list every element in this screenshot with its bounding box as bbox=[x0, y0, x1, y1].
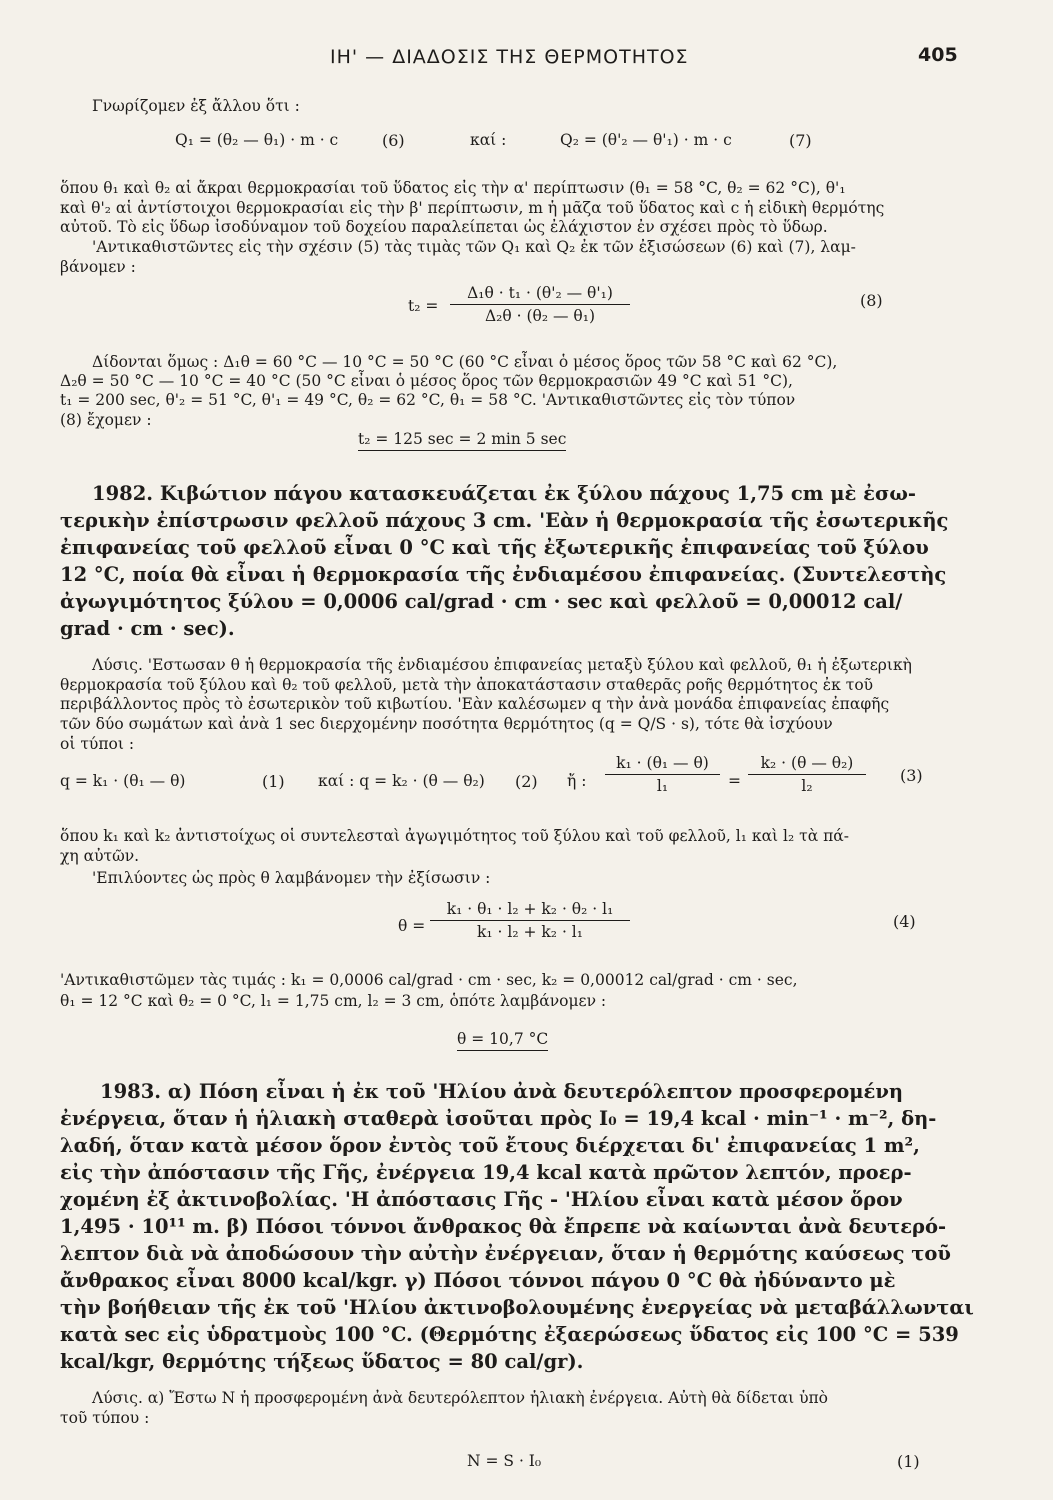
result-theta bbox=[457, 1030, 548, 1048]
problem-1982-line: ἐπιφανείας τοῦ φελλοῦ εἶναι 0 °C καὶ τῆς ἐξωτερικῆς ἐπιφανείας τοῦ ξύλου bbox=[60, 536, 929, 559]
problem-1983-line: 1,495 · 10¹¹ m. β) Πόσοι τόννοι ἄνθρακος θὰ ἔπρεπε νὰ καίωνται ἀνὰ δευτερό- bbox=[60, 1215, 947, 1238]
equation-7-number: (7) bbox=[789, 131, 812, 150]
problem-1983-line: ἄνθρακος εἶναι 8000 kcal/kgr. γ) Πόσοι τόννοι πάγου 0 °C θὰ ἠδύναντο μὲ bbox=[60, 1269, 896, 1292]
substitution-line: 'Αντικαθιστῶμεν τὰς τιμάς : k₁ = 0,0006 cal/grad · cm · sec, k₂ = 0,00012 cal/grad · cm · sec, bbox=[60, 971, 798, 989]
solution-1983-line: Λύσις. α) Ἔστω N ἡ προσφερομένη ἀνὰ δευτερόλεπτον ἡλιακὴ ἐνέργεια. Αὐτὴ θὰ δίδεται ὑπὸ bbox=[92, 1389, 829, 1407]
where-line: ὅπου k₁ καὶ k₂ ἀντιστοίχως οἱ συντελεσταὶ ἀγωγιμότητος τοῦ ξύλου καὶ τοῦ φελλοῦ, l₁ καὶ l₂ τὰ πά- bbox=[60, 827, 850, 845]
paragraph-line: καὶ θ'₂ αἱ ἀντίστοιχοι θερμοκρασίαι εἰς τὴν β' περίπτωσιν, m ἡ μᾶζα τοῦ ὕδατος καὶ c ἡ εἰδικὴ θερμότης bbox=[60, 199, 885, 217]
problem-1983-line: κατὰ sec εἰς ὑδρατμοὺς 100 °C. (Θερμότης ἐξαερώσεως ὕδατος εἰς 100 °C = 539 bbox=[60, 1323, 959, 1346]
solution-1983-eq1: N = S · I₀ bbox=[467, 1452, 542, 1470]
solution-1982-line: Λύσις. 'Εστωσαν θ ἡ θερμοκρασία τῆς ἐνδιαμέσου ἐπιφανείας μεταξὺ ξύλου καὶ φελλοῦ, θ₁ ἡ ἐξωτερικὴ bbox=[92, 656, 912, 674]
equation-4-lhs: θ = bbox=[398, 917, 426, 935]
given-line: t₁ = 200 sec, θ'₂ = 51 °C, θ'₁ = 49 °C, θ₂ = 62 °C, θ₁ = 58 °C. 'Αντικαθιστῶντες εἰς τὸν τύπον bbox=[60, 391, 796, 409]
problem-1982-line: ἀγωγιμότητος ξύλου = 0,0006 cal/grad · cm · sec καὶ φελλοῦ = 0,00012 cal/ bbox=[60, 590, 903, 613]
equation-7: Q₂ = (θ'₂ — θ'₁) · m · c bbox=[560, 131, 732, 149]
result-t2-text: t₂ = 125 sec = 2 min 5 sec bbox=[358, 430, 566, 451]
intro-text: Γνωρίζομεν ἐξ ἄλλου ὅτι : bbox=[92, 97, 300, 115]
solution-1982-eq2-number: (2) bbox=[515, 772, 538, 791]
equation-8-denominator: Δ₂θ · (θ₂ — θ₁) bbox=[484, 307, 596, 325]
equation-6: Q₁ = (θ₂ — θ₁) · m · c bbox=[175, 131, 339, 149]
equation-6-number: (6) bbox=[382, 131, 405, 150]
problem-1983-line: kcal/kgr, θερμότης τήξεως ὕδατος = 80 cal/gr). bbox=[60, 1350, 584, 1373]
solution-1982-or: ἤ : bbox=[567, 772, 587, 790]
page-number: 405 bbox=[918, 44, 958, 66]
equation-3-right-fraction bbox=[748, 754, 866, 795]
equation-8-number: (8) bbox=[860, 291, 883, 310]
equation-3-number: (3) bbox=[900, 766, 923, 785]
equation-3-right-numerator: k₂ · (θ — θ₂) bbox=[748, 754, 866, 775]
equation-3-left-fraction bbox=[605, 754, 720, 795]
problem-1983-line: εἰς τὴν ἀπόστασιν τῆς Γῆς, ἐνέργεια 19,4 kcal κατὰ πρῶτον λεπτόν, προερ- bbox=[60, 1161, 912, 1184]
where-line: 'Επιλύοντες ὡς πρὸς θ λαμβάνομεν τὴν ἐξίσωσιν : bbox=[92, 869, 491, 887]
solution-1982-line: θερμοκρασία τοῦ ξύλου καὶ θ₂ τοῦ φελλοῦ, μετὰ τὴν ἀποκατάστασιν σταθερᾶς ροῆς θερμότητος ἐκ τοῦ bbox=[60, 676, 874, 694]
paragraph-line: ὅπου θ₁ καὶ θ₂ αἱ ἄκραι θερμοκρασίαι τοῦ ὕδατος εἰς τὴν α' περίπτωσιν (θ₁ = 58 °C, θ₂ = 62 °C), θ'₁ bbox=[60, 179, 846, 197]
solution-1983-line: τοῦ τύπου : bbox=[60, 1409, 150, 1427]
problem-1982-line: 12 °C, ποία θὰ εἶναι ἡ θερμοκρασία τῆς ἐνδιαμέσου ἐπιφανείας. (Συντελεστὴς bbox=[60, 563, 947, 586]
solution-1982-eq2: καί : q = k₂ · (θ — θ₂) bbox=[318, 772, 485, 790]
equation-8-numerator: Δ₁θ · t₁ · (θ'₂ — θ'₁) bbox=[450, 284, 630, 305]
problem-1983-line: τὴν βοήθειαν τῆς ἐκ τοῦ 'Ηλίου ἀκτινοβολουμένης ἐνεργείας νὰ μεταβάλλωνται bbox=[60, 1296, 974, 1319]
equation-4-number: (4) bbox=[893, 912, 916, 931]
solution-1982-eq1-number: (1) bbox=[262, 772, 285, 791]
problem-1983-line: 1983. α) Πόση εἶναι ἡ ἐκ τοῦ 'Ηλίου ἀνὰ δευτερόλεπτον προσφερομένη bbox=[100, 1080, 904, 1103]
running-header: ΙΗ' — ΔΙΑΔΟΣΙΣ ΤΗΣ ΘΕΡΜΟΤΗΤΟΣ bbox=[330, 46, 689, 68]
problem-1982-line: 1982. Κιβώτιον πάγου κατασκευάζεται ἐκ ξύλου πάχους 1,75 cm μὲ ἐσω- bbox=[92, 482, 917, 505]
equation-8-fraction bbox=[450, 284, 630, 325]
problem-1983-line: χομένη ἐξ ἀκτινοβολίας. 'Η ἀπόστασις Γῆς - 'Ηλίου εἶναι κατὰ μέσον ὅρον bbox=[60, 1188, 903, 1211]
given-line: Δ₂θ = 50 °C — 10 °C = 40 °C (50 °C εἶναι ὁ μέσος ὅρος τῶν θερμοκρασιῶν 49 °C καὶ 51 °C), bbox=[60, 372, 793, 390]
paragraph-line: 'Αντικαθιστῶντες εἰς τὴν σχέσιν (5) τὰς τιμὰς τῶν Q₁ καὶ Q₂ ἐκ τῶν ἐξισώσεων (6) καὶ (7), λαμ- bbox=[92, 238, 856, 256]
solution-1982-line: οἱ τύποι : bbox=[60, 735, 135, 753]
problem-1983-line: λαδή, ὅταν κατὰ μέσον ὅρον ἐντὸς τοῦ ἔτους διέρχεται δι' ἐπιφανείας 1 m², bbox=[60, 1134, 920, 1157]
result-theta-text: θ = 10,7 °C bbox=[457, 1030, 548, 1051]
problem-1983-line: ἐνέργεια, ὅταν ἡ ἡλιακὴ σταθερὰ ἰσοῦται πρὸς I₀ = 19,4 kcal · min⁻¹ · m⁻², δη- bbox=[60, 1107, 937, 1130]
given-line: (8) ἔχομεν : bbox=[60, 411, 152, 429]
solution-1983-eq1-number: (1) bbox=[897, 1452, 920, 1471]
result-t2 bbox=[358, 430, 566, 448]
conjunction-kai: καί : bbox=[470, 131, 507, 149]
equation-3-equals: = bbox=[728, 772, 741, 790]
problem-1982-line: τερικὴν ἐπίστρωσιν φελλοῦ πάχους 3 cm. 'Εὰν ἡ θερμοκρασία τῆς ἐσωτερικῆς bbox=[60, 509, 949, 532]
equation-3-left-denominator: l₁ bbox=[656, 777, 669, 795]
equation-4-numerator: k₁ · θ₁ · l₂ + k₂ · θ₂ · l₁ bbox=[430, 900, 630, 921]
equation-4-denominator: k₁ · l₂ + k₂ · l₁ bbox=[477, 923, 583, 941]
solution-1982-eq1: q = k₁ · (θ₁ — θ) bbox=[60, 772, 186, 790]
equation-3-right-denominator: l₂ bbox=[801, 777, 813, 795]
solution-1982-line: τῶν δύο σωμάτων καὶ ἀνὰ 1 sec διερχομένην ποσότητα θερμότητος (q = Q/S · s), τότε θὰ ἰσχύουν bbox=[60, 715, 833, 733]
equation-3-left-numerator: k₁ · (θ₁ — θ) bbox=[605, 754, 720, 775]
solution-1982-line: περιβάλλοντος πρὸς τὸ ἐσωτερικὸν τοῦ κιβωτίου. 'Εὰν καλέσωμεν q τὴν ἀνὰ μονάδα ἐπιφανείας ἐπαφῆς bbox=[60, 695, 890, 713]
equation-8-lhs: t₂ = bbox=[408, 297, 439, 315]
problem-1983-line: λεπτον διὰ νὰ ἀποδώσουν τὴν αὐτὴν ἐνέργειαν, ὅταν ἡ θερμότης καύσεως τοῦ bbox=[60, 1242, 951, 1265]
problem-1982-line: grad · cm · sec). bbox=[60, 617, 235, 640]
substitution-line: θ₁ = 12 °C καὶ θ₂ = 0 °C, l₁ = 1,75 cm, l₂ = 3 cm, ὁπότε λαμβάνομεν : bbox=[60, 992, 607, 1010]
paragraph-line: βάνομεν : bbox=[60, 258, 136, 276]
where-line: χη αὐτῶν. bbox=[60, 847, 140, 865]
given-line: Δίδονται ὅμως : Δ₁θ = 60 °C — 10 °C = 50 °C (60 °C εἶναι ὁ μέσος ὅρος τῶν 58 °C καὶ 62 °C), bbox=[92, 353, 838, 371]
equation-4-fraction bbox=[430, 900, 630, 941]
paragraph-line: αὐτοῦ. Τὸ εἰς ὕδωρ ἰσοδύναμον τοῦ δοχείου παραλείπεται ὡς ἐλάχιστον ἐν σχέσει πρὸς τὸ ὕδωρ. bbox=[60, 218, 828, 236]
